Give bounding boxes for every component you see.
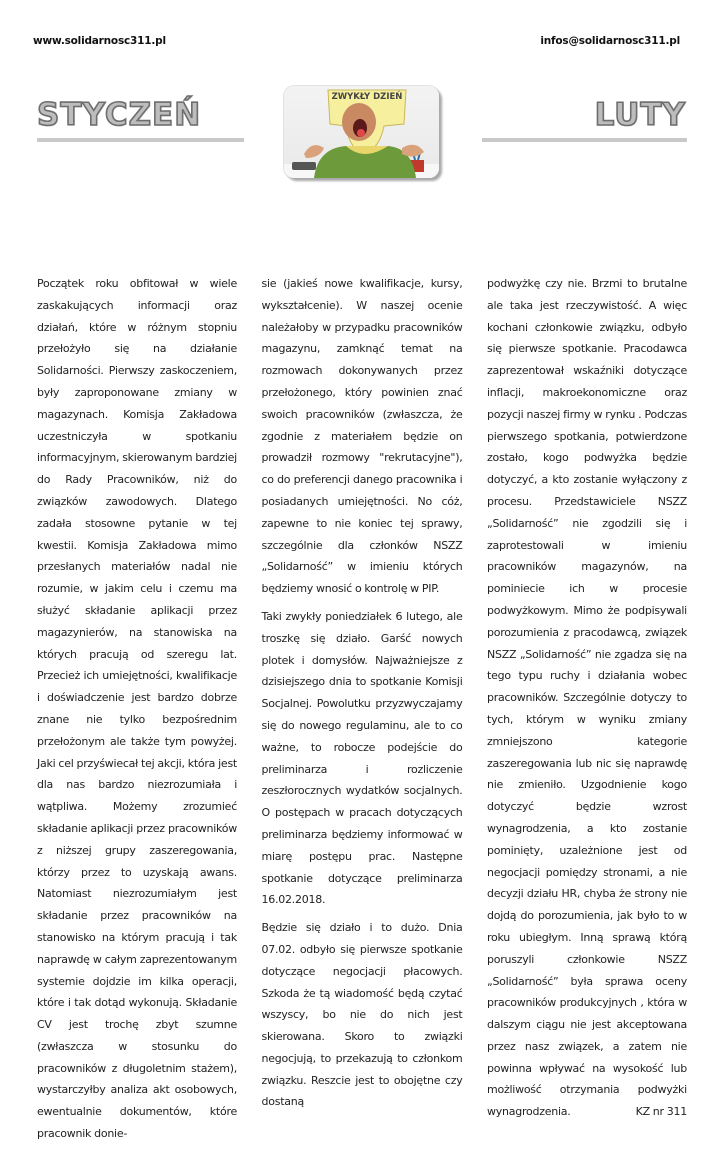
article-paragraph xyxy=(487,273,687,1123)
cartoon-shouting-man-icon xyxy=(284,86,439,178)
article-paragraph: sie (jakieś nowe kwalifikacje, kursy, wykształcenie). W naszej ocenie należałoby w przypadku pracowników magazynu, zamknąć temat na rozmowach dokonywanych przez przełożonego, który powinien znać swoich pracowników (zwłaszcza, że zgodnie z materiałem będzie on prowadził rozmowy "rekrutacyjne"), co do preferencji danego pracownika i posiadanych umiejętności. No cóż, zapewne to nie koniec tej sprawy, szczególnie dla członków NSZZ „Solidarność” w imieniu których będziemy wnosić o kontrolę w PIP. xyxy=(261,277,463,596)
email-link[interactable]: infos@solidarnosc311.pl xyxy=(540,35,680,47)
article-column-1 xyxy=(37,273,237,1151)
article-paragraph: Początek roku obfitował w wiele zaskakujących informacji oraz działań, które w różnym stopniu przełożyło się na działanie Solidarności. Pierwszy zaskoczeniem, były zaproponowane zmiany w magazynach. Komisja Zakładowa uczestniczyła w spotkaniu informacyjnym, skierowanym bardziej do Rady Pracowników, niż do związków zawodowych. Dlatego zadała stosowne pytanie w tej kwestii. Komisja Zakładowa mimo przesłanych materiałów nadal nie rozumie, w jakim celu i czemu ma służyć składanie aplikacji przez magazynierów, na stanowiska na których pracują od szeregu lat. Przecież ich umiejętności, kwalifikacje i doświadczenie jest bardzo dobrze znane nie tylko bezpośrednim przełożonym ale także tym powyżej. Jaki cel przyświecał tej akcji, która jest dla nas bardzo niezrozumiała i wątpliwa. Możemy zrozumieć składanie aplikacji przez pracowników z niższej grupy zaszeregowania, którzy przez to uzyskają awans. Natomiast niezrozumiałym jest składanie przez pracowników na stanowisko na którym pracują i tak naprawdę w całym zaprezentowanym systemie dojdzie im kilka operacji, które i tak dotąd wykonują. Składanie CV jest trochę zbyt szumne (zwłaszcza w stosunku do pracowników z długoletnim stażem), wystarczyłby analiza akt osobowych, ewentualnie dokumentów, które pracownik donie- xyxy=(37,277,237,1141)
article-column-2 xyxy=(262,273,463,1151)
month-title-january: STYCZEŃ xyxy=(37,97,202,133)
month-title-february: LUTY xyxy=(594,97,686,133)
divider-left xyxy=(37,138,244,142)
article-paragraph-text: podwyżkę czy nie. Brzmi to brutalne ale taka jest rzeczywistość. A więc kochani członkowie związku, odbyło się pierwsze spotkanie. Pracodawca zaprezentował wskaźniki dotyczące inflacji, makroekonomiczne oraz pozycji naszej firmy w rynku . Podczas pierwszego spotkania, potwierdzone zostało, kogo podwyżka będzie dotyczyć, a kto zostanie wyłączony z procesu. Przedstawiciele NSZZ „Solidarność” nie zgodzili się i zaprotestowali w imieniu pracowników magazynów, na pominiecie ich w procesie podwyżkowym. Mimo że podpisywali porozumienia z pracodawcą, związek NSZZ „Solidarność” nie zgadza się na tego typu ruchy i działania wobec pracowników. Szczególnie dotyczy to tych, którym w wyniku zmiany zmniejszono kategorie zaszeregowania lub nic się naprawdę nie zmieniło. Uzgodnienie kogo dotyczyć będzie wzrost wynagrodzenia, a kto zostanie pominięty, uzależnione jest od negocjacji pomiędzy stronami, a nie decyzji działu HR, chyba że strony nie dojdą do porozumienia, jak było to w roku ubiegłym. Inną sprawą którą poruszyli członkowie NSZZ „Solidarność” była sprawa oceny pracowników produkcyjnych , która w dalszym ciągu nie jest akceptowana przez nasz związek, a zatem nie powinna wpływać na wysokość lub możliwość otrzymania podwyżki wynagrodzenia. xyxy=(487,277,687,1119)
article-body xyxy=(37,273,687,1151)
website-link[interactable]: www.solidarnosc311.pl xyxy=(33,35,166,47)
article-paragraph: Będzie się działo i to dużo. Dnia 07.02. odbyło się pierwsze spotkanie dotyczące negocjacji płacowych. Szkoda że tą wiadomość będą czytać wszyscy, bo nie do nich jest skierowana. Skoro to związki negocjują, to przekazują to członkom związku. Reszcie jest to obojętne czy dostaną xyxy=(261,921,463,1109)
article-paragraph: Taki zwykły poniedziałek 6 lutego, ale troszkę się działo. Garść nowych plotek i domysłów. Najważniejsze z dzisiejszego dnia to spotkanie Komisji Socjalnej. Powolutku przyzwyczajamy się do nowego regulaminu, ale to co ważne, to robocze podejście do preliminarza i rozliczenie zeszłorocznych wydatków socjalnych. O postępach w pracach dotyczących preliminarza będziemy informować w miarę postępu prac. Następne spotkanie dotyczące preliminarza 16.02.2018. xyxy=(261,609,463,907)
illustration-caption: ZWYKŁY DZIEŃ xyxy=(331,92,403,102)
signature: KZ nr 311 xyxy=(635,1105,687,1119)
article-column-3 xyxy=(487,273,687,1151)
cartoon-illustration xyxy=(284,86,439,178)
divider-right xyxy=(482,138,687,142)
